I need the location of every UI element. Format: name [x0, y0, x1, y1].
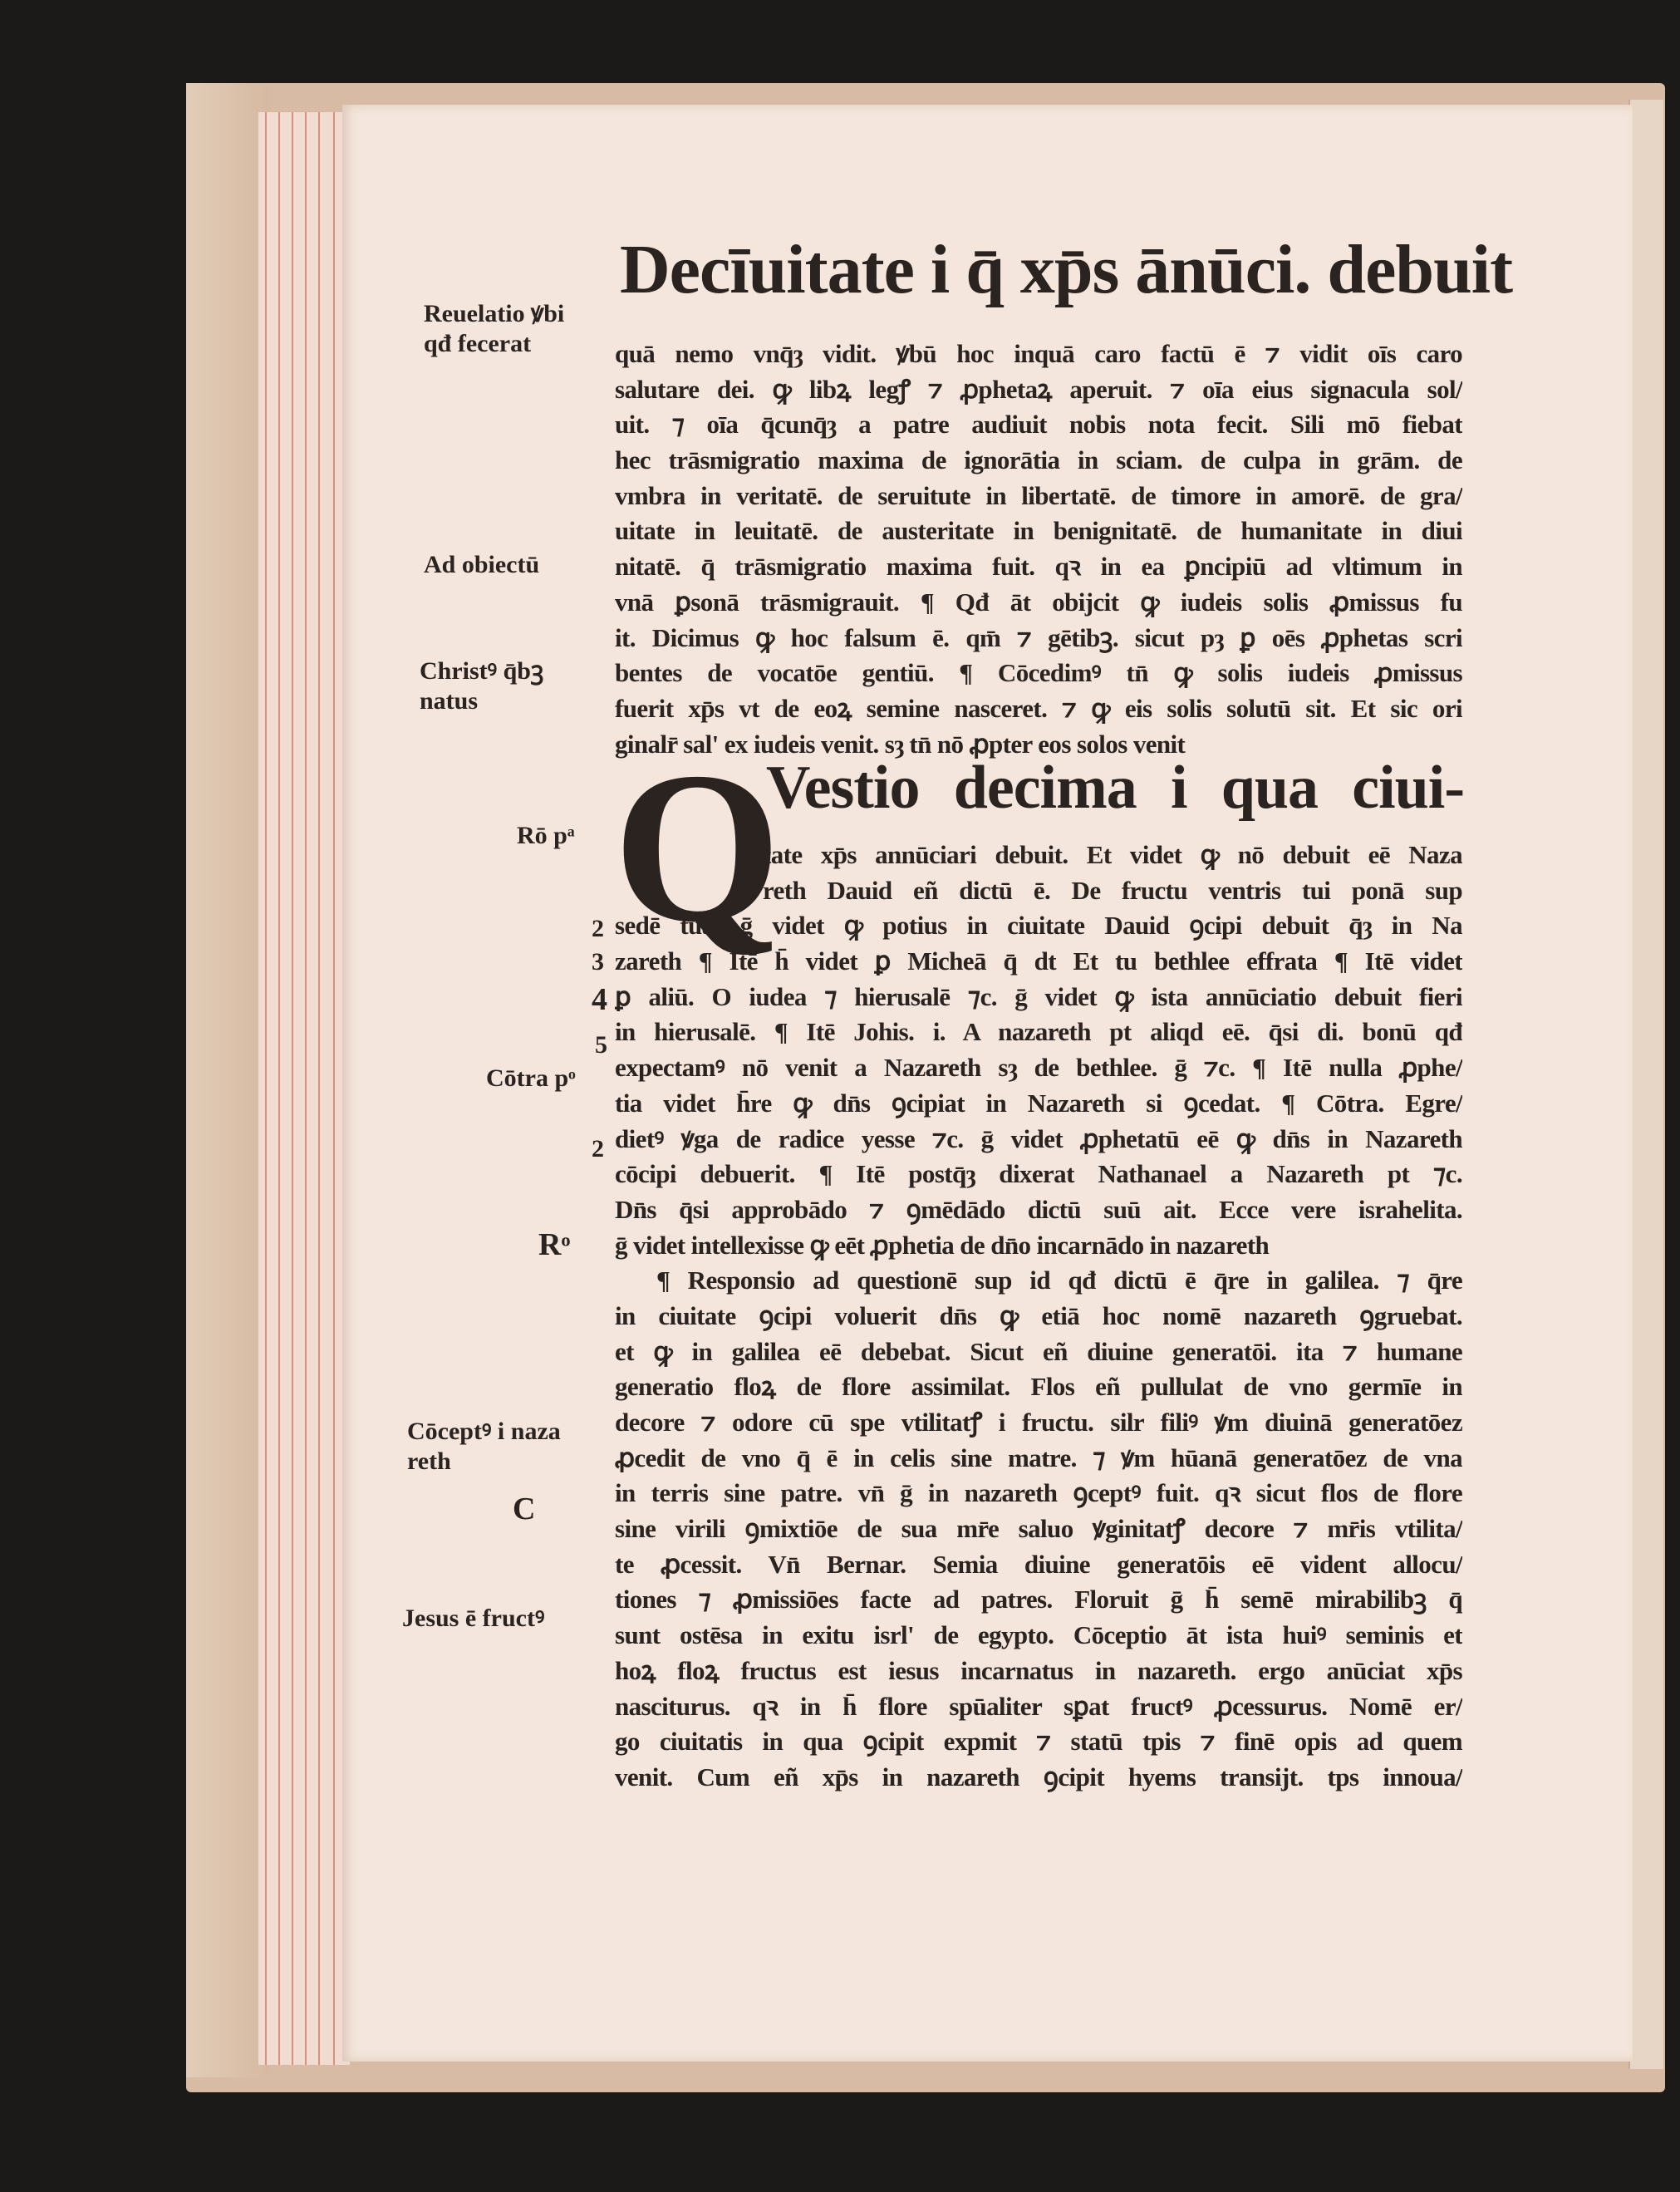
text-line: it. Dicimus ꝙ hoc falsum ē. qm̄ ⁊ gētibꝫ. sicut pȝ ꝑ oēs ꝓphetas scri: [615, 622, 1462, 652]
text-line: dietꝰ ꝟga de radice yesse ⁊c. ḡ videt ꝓphetatū eē ꝙ dn̄s in Nazareth: [615, 1123, 1462, 1153]
text-line: quā nemo vnq̄ȝ vidit. ꝟbū hoc inquā caro factū ē ⁊ vidit oīs caro: [615, 339, 1462, 368]
marginal-note: Rᵒ: [538, 1227, 571, 1262]
page-heading: Decīuitate i q̄ xp̄s ānūci. debuit: [620, 231, 1513, 308]
text-line: sunt ostēsa in exitu isrl' de egypto. Cōceptio āt ista huiꝰ seminis et: [615, 1620, 1462, 1650]
text-block-1: [615, 337, 1462, 762]
page-stack-edges: [258, 112, 350, 2065]
text-line: te ꝓcessit. Vn̄ Bernar. Semia diuine generatōis eē vident allocu/: [615, 1549, 1462, 1579]
text-line: ḡ videt intellexisse ꝙ eēt ꝓphetia de dn̄o incarnādo in nazareth: [615, 1230, 1270, 1260]
marginal-note: Cōceptꝰ i naza reth: [407, 1418, 561, 1475]
text-line: generatio floꝝ de flore assimilat. Flos eñ pullulat de vno germīe in: [615, 1372, 1462, 1402]
marginal-note: Cōtra pᵒ: [486, 1064, 576, 1092]
text-line: cōcipi debuerit. ¶ Itē postq̄ȝ dixerat Nathanael a Nazareth pt ⁊c.: [615, 1159, 1462, 1189]
page-edge-right: [1628, 100, 1663, 2069]
text-line: zareth ¶ Itē h̄ videt ꝑ Micheā q̄ dt Et tu bethlee effrata ¶ Itē videt: [615, 946, 1462, 976]
marginal-note: Jesus ē fructꝰ: [402, 1605, 545, 1632]
text-line: tiones ⁊ ꝓmissiōes facte ad patres. Floruit ḡ h̄ semē mirabilibꝫ q̄: [615, 1585, 1462, 1615]
text-line: fuerit xp̄s vt de eoꝝ semine nasceret. ⁊ ꝙ eis solis solutū sit. Et sic ori: [615, 693, 1462, 723]
text-line: reth Dauid eñ dictū ē. De fructu ventris tui ponā sup: [763, 875, 1462, 905]
initial-letter-q: Q: [613, 728, 782, 967]
text-line: Dn̄s q̄si approbādo ⁊ ꝯmēdādo dictū suū ait. Ecce vere israhelita.: [615, 1194, 1462, 1224]
text-line: sedē tuā. ḡ videt ꝙ potius in ciuitate Dauid ꝯcipi debuit q̄ȝ in Na: [615, 911, 1462, 941]
text-line: in hierusalē. ¶ Itē Johis. i. A nazareth pt aliqd eē. q̄si di. bonū qđ: [615, 1017, 1462, 1047]
marginal-note: 2: [592, 1135, 604, 1162]
marginal-note: 2: [592, 915, 604, 942]
text-line: ꝑ aliū. O iudea ⁊ hierusalē ⁊c. ḡ videt ꝙ ista annūciatio debuit fieri: [615, 981, 1462, 1011]
text-line: in terris sine patre. vn̄ ḡ in nazareth ꝯceptꝰ fuit. qꝛ sicut flos de flore: [615, 1478, 1462, 1508]
marginal-note: Christꝰ q̄bꝫ natus: [420, 657, 544, 715]
question-heading: Vestio decima i qua ciui-: [766, 754, 1464, 822]
text-line: ginalr̄ sal' ex iudeis venit. sȝ tn̄ nō ꝓpter eos solos venit: [615, 729, 1186, 759]
text-line: tia videt h̄re ꝙ dn̄s ꝯcipiat in Nazareth si ꝯcedat. ¶ Cōtra. Egre/: [615, 1088, 1462, 1118]
text-line: ¶ Responsio ad questionē sup id qđ dictū ē q̄re in galilea. ⁊ q̄re: [656, 1266, 1462, 1295]
text-line: nasciturus. qꝛ in h̄ flore spūaliter sꝑat fructꝰ ꝓcessurus. Nomē er/: [615, 1691, 1462, 1721]
marginal-note: C: [513, 1492, 536, 1526]
parchment-flap: [186, 83, 269, 2077]
text-line: salutare dei. ꝙ libꝝ legꝭ ⁊ ꝓphetaꝝ aperuit. ⁊ oīa eius signacula sol/: [615, 374, 1462, 404]
text-line: decore ⁊ odore cū spe vtilitatꝭ i fructu. silr filiꝰ ꝟm diuinā generatōez: [615, 1408, 1462, 1437]
text-line: et ꝙ in galilea eē debebat. Sicut eñ diuine generatōi. ita ⁊ humane: [615, 1336, 1462, 1366]
marginal-note: Reuelatio ꝟbi qđ fecerat: [424, 300, 565, 357]
marginal-note: 3: [592, 948, 604, 976]
text-line: venit. Cum eñ xp̄s in nazareth ꝯcipit hyems transijt. tps innoua/: [615, 1762, 1462, 1791]
text-line: go ciuitatis in qua ꝯcipit expmit ⁊ statū tpis ⁊ finē opis ad quem: [615, 1727, 1462, 1757]
text-line: hoꝝ floꝝ fructus est iesus incarnatus in nazareth. ergo anūciat xp̄s: [615, 1655, 1462, 1685]
text-line: uit. ⁊ oīa q̄cunq̄ȝ a patre audiuit nobis nota fecit. Sili mō fiebat: [615, 410, 1462, 440]
text-line: hec trāsmigratio maxima de ignorātia in sciam. de culpa in grām. de: [615, 445, 1462, 475]
text-line: nitatē. q̄ trāsmigratio maxima fuit. qꝛ in ea ꝑncipiū ad vltimum in: [615, 552, 1462, 582]
marginal-note: Rō pᵃ: [517, 822, 575, 849]
text-line: vnā ꝑsonā trāsmigrauit. ¶ Qđ āt obijcit ꝙ iudeis solis ꝓmissus fu: [615, 587, 1462, 617]
marginal-note: 4: [592, 982, 607, 1017]
text-line: bentes de vocatōe gentiū. ¶ Cōcedimꝰ tn̄ ꝙ solis iudeis ꝓmissus: [615, 658, 1462, 688]
text-line: tate xp̄s annūciari debuit. Et videt ꝙ nō debuit eē Naza: [763, 840, 1462, 869]
text-block-2: [615, 838, 1462, 1796]
text-line: expectamꝰ nō venit a Nazareth sȝ de bethlee. ḡ ⁊c. ¶ Itē nulla ꝓphe/: [615, 1053, 1462, 1083]
marginal-note: 5: [595, 1031, 607, 1059]
text-line: vmbra in veritatē. de seruitute in libertatē. de timore in amorē. de gra/: [615, 480, 1462, 510]
text-line: in ciuitate ꝯcipi voluerit dn̄s ꝙ etiā hoc nomē nazareth ꝯgruebat.: [615, 1300, 1462, 1330]
text-line: sine virili ꝯmixtiōe de sua mr̄e saluo ꝟginitatꝭ decore ⁊ mr̄is vtilita/: [615, 1514, 1462, 1544]
text-line: ꝓcedit de vno q̄ ē in celis sine matre. ⁊ ꝟm hūanā generatōez de vna: [615, 1442, 1462, 1472]
marginal-note: Ad obiectū: [424, 551, 540, 578]
text-line: uitate in leuitatē. de austeritate in benignitatē. de humanitate in diui: [615, 516, 1462, 546]
